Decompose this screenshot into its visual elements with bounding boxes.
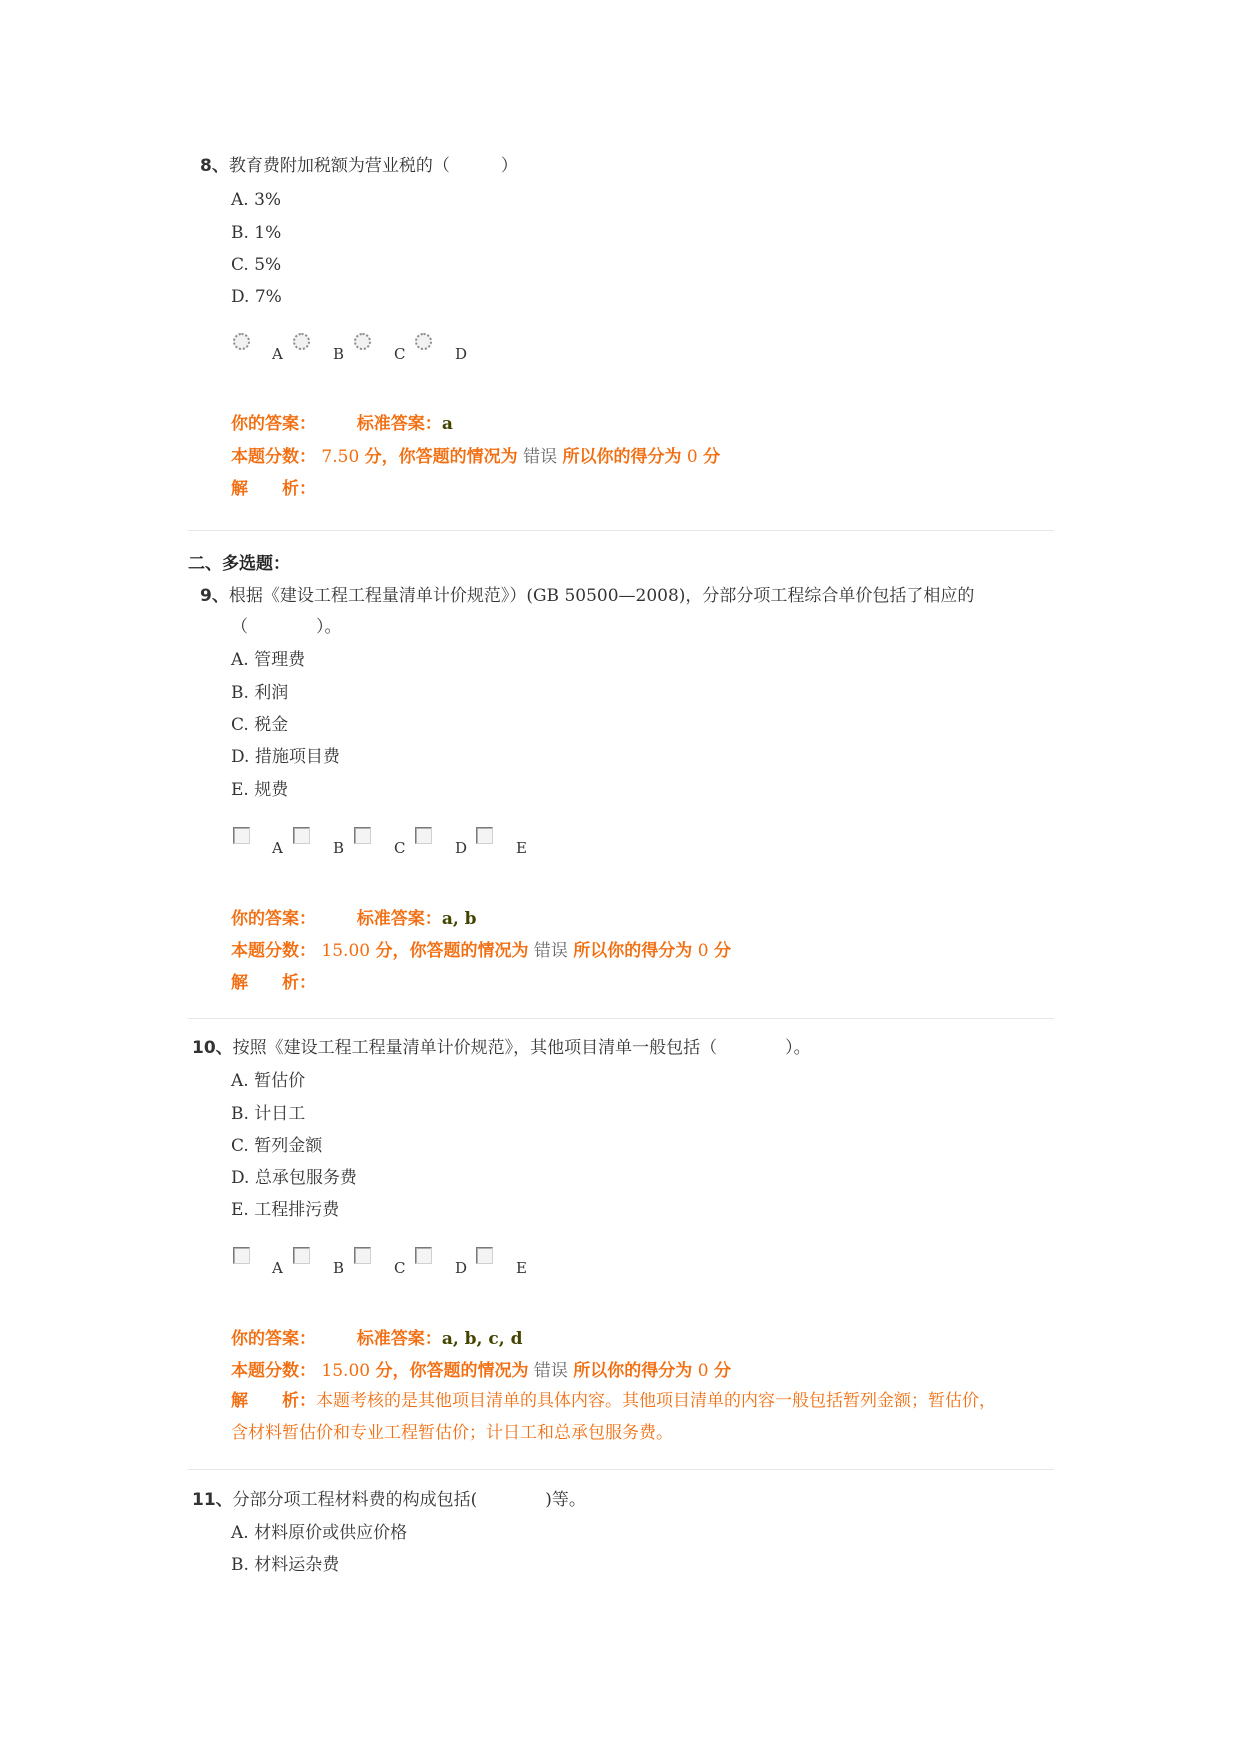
score-value: 15.00	[321, 941, 371, 961]
checkbox-e[interactable]	[476, 1247, 493, 1264]
option-e: E. 规费	[231, 780, 289, 800]
score-label: 本题分数：	[231, 447, 316, 467]
answer-radio-group	[231, 333, 551, 363]
analysis-block	[231, 1385, 1057, 1449]
answer-checkbox-group	[231, 827, 551, 857]
checkbox-c[interactable]	[354, 827, 371, 844]
option-d: D. 措施项目费	[231, 747, 340, 767]
checkbox-label-a: A	[272, 1259, 283, 1277]
option-c: C. 5%	[231, 255, 282, 275]
question-10-stem	[192, 1032, 1052, 1064]
question-text: 按照《建设工程工程量清单计价规范》，其他项目清单一般包括（ ）。	[232, 1038, 811, 1058]
got-label: 所以你的得分为	[573, 1361, 693, 1381]
got-label: 所以你的得分为	[573, 941, 693, 961]
score-label: 本题分数：	[231, 941, 316, 961]
got-unit: 分	[713, 1361, 731, 1381]
option-b: B. 1%	[231, 223, 299, 243]
analysis-label: 解 析：	[231, 973, 316, 993]
analysis-text: 本题考核的是其他项目清单的具体内容。其他项目清单的内容一般包括暂列金额；暂估价，	[316, 1391, 996, 1411]
checkbox-label-e: E	[516, 1259, 527, 1277]
option-a: A. 暂估价	[231, 1071, 306, 1091]
analysis-label: 解 析：	[231, 1391, 316, 1411]
option-b: B. 计日工	[231, 1104, 306, 1124]
checkbox-label-e: E	[516, 839, 527, 857]
standard-answer: a, b, c, d	[441, 1329, 523, 1349]
score-line	[231, 938, 731, 964]
question-11-stem	[192, 1484, 1052, 1516]
result-text: 分，你答题的情况为	[375, 941, 529, 961]
option-a: A. 管理费	[231, 650, 306, 670]
answer-line	[231, 906, 477, 932]
question-number: 9、	[200, 586, 229, 606]
got-value: 0	[697, 1361, 709, 1381]
score-label: 本题分数：	[231, 1361, 316, 1381]
question-text: 教育费附加税额为营业税的（ ）	[228, 156, 518, 176]
radio-label-b: B	[333, 345, 345, 363]
standard-answer: a	[441, 414, 453, 434]
got-unit: 分	[713, 941, 731, 961]
divider	[188, 1018, 1054, 1019]
divider	[188, 530, 1054, 531]
checkbox-d[interactable]	[415, 827, 432, 844]
got-value: 0	[697, 941, 709, 961]
radio-c[interactable]	[354, 333, 371, 350]
standard-answer-label: 标准答案：	[356, 414, 442, 434]
radio-a[interactable]	[233, 333, 250, 350]
got-value: 0	[686, 447, 698, 467]
option-e: E. 工程排污费	[231, 1200, 340, 1220]
standard-answer: a, b	[441, 909, 477, 929]
got-label: 所以你的得分为	[562, 447, 682, 467]
question-text: 分部分项工程材料费的构成包括( )等。	[232, 1490, 586, 1510]
your-answer-label: 你的答案：	[231, 909, 316, 929]
option-a: A. 材料原价或供应价格	[231, 1523, 408, 1543]
option-d: D. 7%	[231, 287, 282, 307]
analysis-line	[231, 476, 316, 502]
question-text-cont: （ ）。	[231, 617, 342, 637]
your-answer-label: 你的答案：	[231, 1329, 316, 1349]
result-text: 分，你答题的情况为	[364, 447, 518, 467]
option-c: C. 暂列金额	[231, 1136, 323, 1156]
checkbox-b[interactable]	[293, 827, 310, 844]
question-number: 10、	[192, 1038, 233, 1058]
checkbox-label-b: B	[333, 1259, 345, 1277]
checkbox-e[interactable]	[476, 827, 493, 844]
question-number: 11、	[192, 1490, 233, 1510]
score-line	[231, 444, 720, 470]
analysis-text-cont: 含材料暂估价和专业工程暂估价；计日工和总承包服务费。	[231, 1423, 673, 1443]
checkbox-c[interactable]	[354, 1247, 371, 1264]
checkbox-a[interactable]	[233, 827, 250, 844]
option-c: C. 税金	[231, 715, 289, 735]
score-value: 7.50	[321, 447, 360, 467]
radio-label-a: A	[272, 345, 283, 363]
checkbox-label-c: C	[394, 1259, 406, 1277]
score-line	[231, 1358, 731, 1384]
option-a: A. 3%	[231, 190, 282, 210]
section-title: 二、多选题：	[188, 554, 290, 574]
answer-line	[231, 1326, 522, 1352]
status-text: 错误	[523, 447, 558, 467]
checkbox-label-d: D	[455, 839, 468, 857]
radio-d[interactable]	[415, 333, 432, 350]
radio-label-d: D	[455, 345, 468, 363]
option-b: B. 材料运杂费	[231, 1555, 340, 1575]
radio-label-c: C	[394, 345, 406, 363]
checkbox-d[interactable]	[415, 1247, 432, 1264]
question-8-stem	[200, 150, 1060, 182]
checkbox-b[interactable]	[293, 1247, 310, 1264]
checkbox-label-a: A	[272, 839, 283, 857]
standard-answer-label: 标准答案：	[356, 1329, 442, 1349]
question-number: 8、	[200, 156, 229, 176]
checkbox-label-c: C	[394, 839, 406, 857]
got-unit: 分	[703, 447, 721, 467]
status-text: 错误	[533, 1361, 568, 1381]
option-b: B. 利润	[231, 683, 289, 703]
checkbox-a[interactable]	[233, 1247, 250, 1264]
question-9-stem	[200, 580, 1060, 612]
divider	[188, 1469, 1054, 1470]
option-d: D. 总承包服务费	[231, 1168, 357, 1188]
status-text: 错误	[533, 941, 568, 961]
question-text: 根据《建设工程工程量清单计价规范》）(GB 50500—2008)，分部分项工程综合单价包括了相应的	[228, 586, 975, 606]
score-value: 15.00	[321, 1361, 371, 1381]
answer-checkbox-group	[231, 1247, 551, 1277]
radio-b[interactable]	[293, 333, 310, 350]
answer-line	[231, 411, 453, 437]
checkbox-label-b: B	[333, 839, 345, 857]
standard-answer-label: 标准答案：	[356, 909, 442, 929]
analysis-label: 解 析：	[231, 479, 316, 499]
analysis-line	[231, 970, 316, 996]
result-text: 分，你答题的情况为	[375, 1361, 529, 1381]
your-answer-label: 你的答案：	[231, 414, 316, 434]
checkbox-label-d: D	[455, 1259, 468, 1277]
